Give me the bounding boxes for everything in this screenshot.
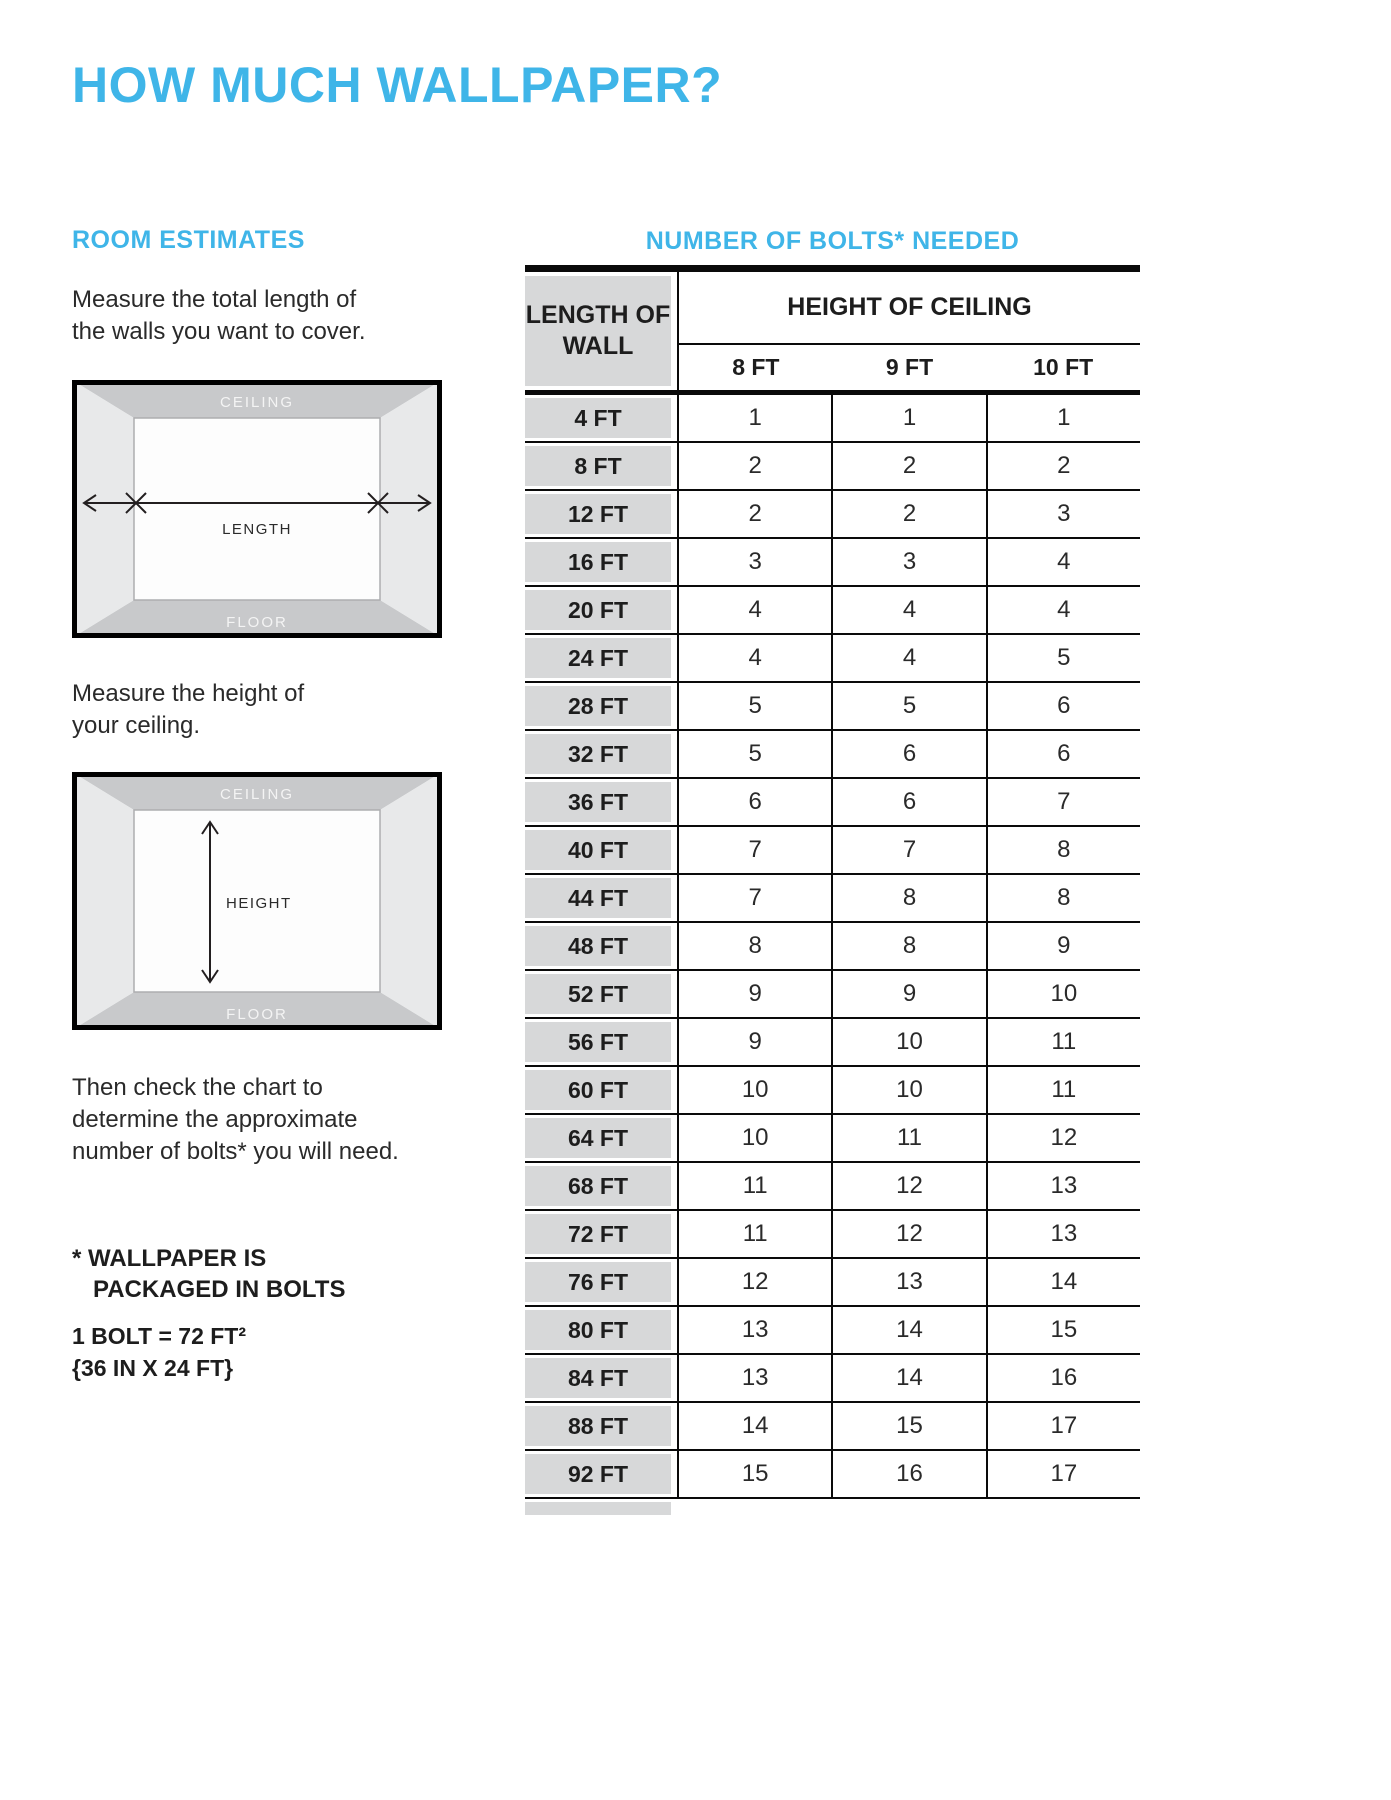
bolt-count-cell: 1 (831, 395, 985, 441)
length-diagram (72, 380, 442, 638)
wall-length-label: 92 FT (525, 1451, 671, 1497)
table-row (525, 969, 1140, 1017)
bolt-info-line2: {36 IN X 24 FT} (72, 1355, 234, 1381)
table-row (525, 1065, 1140, 1113)
table-row (525, 633, 1140, 681)
table-row (525, 395, 1140, 441)
row-values (677, 1259, 1140, 1305)
bolt-count-cell: 4 (986, 539, 1140, 585)
height-of-ceiling-header-group (677, 272, 1140, 390)
bolt-count-cell: 12 (831, 1211, 985, 1257)
bolt-count-cell: 2 (748, 452, 762, 479)
bolt-count-cell: 4 (831, 635, 985, 681)
bolt-count-cell: 1 (986, 395, 1140, 441)
row-values (677, 779, 1140, 825)
bolt-count-cell: 3 (748, 548, 762, 575)
step3-line2: determine the approximate (72, 1106, 358, 1133)
row-values (677, 1211, 1140, 1257)
row-values (677, 1451, 1140, 1497)
wall-length-label: 84 FT (525, 1355, 671, 1401)
bolt-count-cell: 6 (986, 683, 1140, 729)
bolt-count-cell: 10 (741, 1124, 769, 1151)
table-header (525, 272, 1140, 395)
bolt-count-cell: 14 (831, 1355, 985, 1401)
table-row (525, 1209, 1140, 1257)
bolt-count-cell: 7 (831, 827, 985, 873)
column-header-10ft: 10 FT (1033, 354, 1094, 380)
table-row (525, 729, 1140, 777)
table-row (525, 1353, 1140, 1401)
left-wall (72, 380, 134, 638)
row-values (677, 395, 1140, 441)
height-of-ceiling-header: HEIGHT OF CEILING (679, 272, 1140, 345)
step1-line1: Measure the total length of (72, 286, 357, 313)
row-values (677, 443, 1140, 489)
row-values (677, 1355, 1140, 1401)
footnote-line1: * WALLPAPER IS (72, 1245, 267, 1272)
bolt-count-cell: 4 (986, 587, 1140, 633)
table-row (525, 873, 1140, 921)
bolt-count-cell: 13 (741, 1316, 769, 1343)
bolt-count-cell: 2 (831, 491, 985, 537)
footnote-line2: PACKAGED IN BOLTS (93, 1276, 346, 1303)
table-row (525, 537, 1140, 585)
row-values (677, 1019, 1140, 1065)
bolt-count-cell: 12 (986, 1115, 1140, 1161)
wall-length-label: 64 FT (525, 1115, 671, 1161)
bolt-count-cell: 3 (831, 539, 985, 585)
row-values (677, 875, 1140, 921)
bolt-count-cell: 12 (831, 1163, 985, 1209)
bolt-count-cell: 11 (742, 1220, 768, 1247)
page-title: HOW MUCH WALLPAPER? (72, 57, 723, 113)
wall-length-label: 20 FT (525, 587, 671, 633)
table-row (525, 1161, 1140, 1209)
bolt-count-cell: 9 (748, 980, 762, 1007)
bolt-count-cell: 11 (742, 1172, 768, 1199)
bolt-count-cell: 1 (748, 404, 762, 431)
bolt-count-cell: 6 (831, 731, 985, 777)
row-values (677, 683, 1140, 729)
wall-length-label: 52 FT (525, 971, 671, 1017)
wall-length-label: 60 FT (525, 1067, 671, 1113)
bolt-count-cell: 13 (741, 1364, 769, 1391)
bolt-count-cell: 10 (741, 1076, 769, 1103)
wall-length-label: 32 FT (525, 731, 671, 777)
row-values (677, 1163, 1140, 1209)
bolt-count-cell: 7 (748, 836, 762, 863)
wall-length-label: 16 FT (525, 539, 671, 585)
bolt-count-cell: 5 (748, 692, 762, 719)
step3-line1: Then check the chart to (72, 1074, 323, 1101)
ceiling-label: CEILING (219, 394, 295, 411)
bolt-count-cell: 4 (831, 587, 985, 633)
column-header-9ft: 9 FT (885, 354, 934, 380)
room-estimates-heading: ROOM ESTIMATES (72, 226, 305, 254)
table-row (525, 777, 1140, 825)
back-wall (134, 418, 380, 600)
bolt-count-cell: 7 (748, 884, 762, 911)
wall-length-label: 24 FT (525, 635, 671, 681)
wall-length-label: 48 FT (525, 923, 671, 969)
bolt-count-cell: 9 (831, 971, 985, 1017)
wall-length-label: 12 FT (525, 491, 671, 537)
bolt-count-cell: 11 (831, 1115, 985, 1161)
column-header-8ft: 8 FT (732, 354, 780, 380)
row-values (677, 1115, 1140, 1161)
table-row (525, 825, 1140, 873)
ceiling-label: CEILING (219, 786, 295, 803)
bolt-count-cell: 10 (831, 1067, 985, 1113)
step2-text (72, 678, 304, 742)
bolt-count-cell: 17 (986, 1451, 1140, 1497)
table-row (525, 1305, 1140, 1353)
bolt-count-cell: 2 (831, 443, 985, 489)
bolt-count-cell: 9 (986, 923, 1140, 969)
table-footer-strip (525, 1499, 671, 1515)
bolt-count-cell: 12 (741, 1268, 769, 1295)
bolt-count-cell: 10 (831, 1019, 985, 1065)
table-row (525, 681, 1140, 729)
bolt-count-cell: 15 (831, 1403, 985, 1449)
bolt-count-cell: 8 (831, 875, 985, 921)
step2-line1: Measure the height of (72, 680, 305, 707)
wall-length-label: 68 FT (525, 1163, 671, 1209)
table-row (525, 489, 1140, 537)
bolt-count-cell: 5 (831, 683, 985, 729)
bolt-count-cell: 14 (986, 1259, 1140, 1305)
bolt-count-cell: 6 (748, 788, 762, 815)
wall-length-label: 88 FT (525, 1403, 671, 1449)
height-label: HEIGHT (226, 895, 292, 912)
wall-length-label: 8 FT (525, 443, 671, 489)
bolt-count-cell: 4 (748, 644, 762, 671)
bolt-count-cell: 10 (986, 971, 1140, 1017)
bolt-count-cell: 2 (986, 443, 1140, 489)
left-wall (72, 772, 134, 1030)
bolt-count-cell: 16 (831, 1451, 985, 1497)
wall-length-label: 76 FT (525, 1259, 671, 1305)
row-values (677, 923, 1140, 969)
bolt-count-cell: 6 (831, 779, 985, 825)
row-values (677, 1307, 1140, 1353)
bolts-table (525, 265, 1140, 1515)
table-row (525, 585, 1140, 633)
bolt-count-cell: 11 (986, 1067, 1140, 1113)
row-values (677, 827, 1140, 873)
height-diagram (72, 772, 442, 1030)
table-row (525, 441, 1140, 489)
step2-line2: your ceiling. (72, 712, 201, 739)
wall-length-label: 56 FT (525, 1019, 671, 1065)
bolts-table-heading: NUMBER OF BOLTS* NEEDED (645, 227, 1020, 255)
row-values (677, 491, 1140, 537)
bolt-count-cell: 9 (748, 1028, 762, 1055)
bolt-count-cell: 14 (741, 1412, 769, 1439)
table-row (525, 1017, 1140, 1065)
bolt-info-line1: 1 BOLT = 72 FT² (72, 1323, 247, 1349)
length-of-wall-header: LENGTH OF WALL (525, 272, 671, 390)
table-row (525, 1257, 1140, 1305)
bolt-count-cell: 17 (986, 1403, 1140, 1449)
row-values (677, 635, 1140, 681)
wall-length-label: 80 FT (525, 1307, 671, 1353)
table-row (525, 1449, 1140, 1497)
bolt-count-cell: 5 (986, 635, 1140, 681)
bolt-count-cell: 15 (986, 1307, 1140, 1353)
floor-label: FLOOR (226, 614, 288, 631)
bolt-count-cell: 3 (986, 491, 1140, 537)
bolt-count-cell: 8 (986, 875, 1140, 921)
step3-line3: number of bolts* you will need. (72, 1138, 399, 1165)
row-values (677, 731, 1140, 777)
bolt-count-cell: 8 (831, 923, 985, 969)
bolt-count-cell: 13 (986, 1163, 1140, 1209)
wall-length-label: 40 FT (525, 827, 671, 873)
wall-length-label: 36 FT (525, 779, 671, 825)
row-values (677, 539, 1140, 585)
bolt-count-cell: 6 (986, 731, 1140, 777)
row-values (677, 1403, 1140, 1449)
step3-text (72, 1072, 399, 1168)
wall-length-label: 28 FT (525, 683, 671, 729)
bolts-table-body (525, 395, 1140, 1499)
wallpaper-footnote (72, 1243, 345, 1305)
wall-length-label: 72 FT (525, 1211, 671, 1257)
bolt-count-cell: 13 (986, 1211, 1140, 1257)
length-label: LENGTH (222, 521, 292, 538)
bolt-count-cell: 2 (748, 500, 762, 527)
right-wall (380, 380, 442, 638)
bolt-count-cell: 8 (986, 827, 1140, 873)
bolt-count-cell: 5 (748, 740, 762, 767)
table-row (525, 921, 1140, 969)
bolt-count-cell: 13 (831, 1259, 985, 1305)
bolt-count-cell: 4 (748, 596, 762, 623)
bolt-count-cell: 16 (986, 1355, 1140, 1401)
bolt-count-cell: 14 (831, 1307, 985, 1353)
step1-line2: the walls you want to cover. (72, 318, 366, 345)
ceiling-height-subheaders (679, 345, 1140, 390)
wall-length-label: 44 FT (525, 875, 671, 921)
row-values (677, 971, 1140, 1017)
floor-label: FLOOR (226, 1006, 288, 1023)
wall-length-label: 4 FT (525, 395, 671, 441)
bolt-count-cell: 8 (748, 932, 762, 959)
step1-text (72, 284, 365, 348)
table-row (525, 1113, 1140, 1161)
bolt-info (72, 1320, 246, 1384)
row-values (677, 587, 1140, 633)
bolt-count-cell: 11 (986, 1019, 1140, 1065)
table-row (525, 1401, 1140, 1449)
right-wall (380, 772, 442, 1030)
bolt-count-cell: 15 (741, 1460, 769, 1487)
bolt-count-cell: 7 (986, 779, 1140, 825)
row-values (677, 1067, 1140, 1113)
